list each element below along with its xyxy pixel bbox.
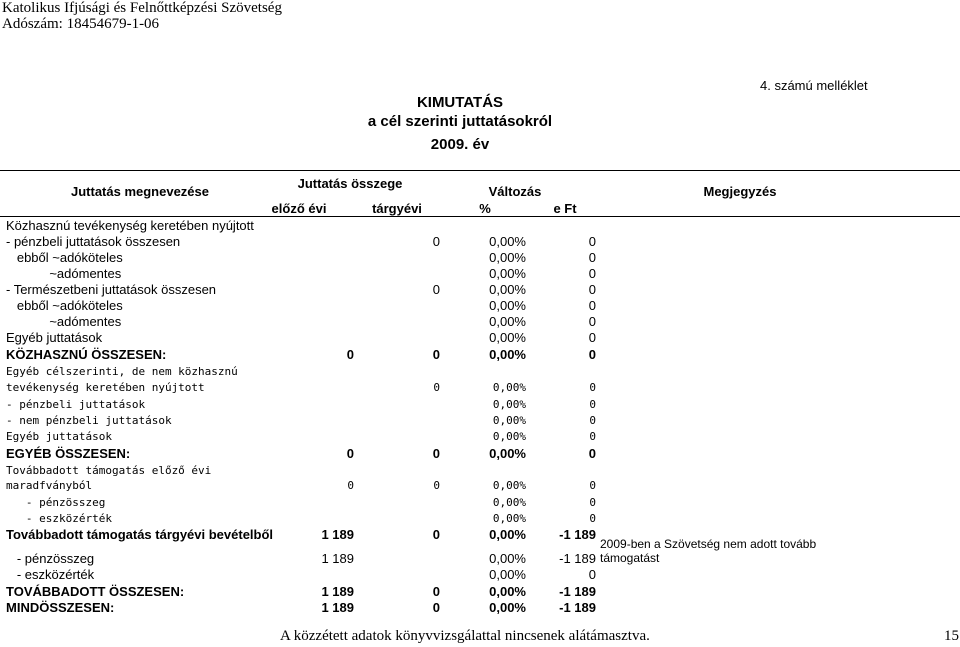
row-label: - pénzbeli juttatások [6,398,146,411]
col-header-pct: % [479,201,491,216]
eft-value: 0 [588,282,596,297]
col-header-eft: e Ft [553,201,577,216]
table-row [6,413,606,429]
row-label: Egyéb juttatások [6,330,103,345]
prev-value: 1 189 [321,527,354,542]
pct-value: 0,00% [492,414,526,427]
eft-value: 0 [588,234,596,249]
table-row [6,551,606,567]
pct-value: 0,00% [489,527,526,542]
table-row [6,397,606,413]
page-number: 15 [944,628,959,644]
table-top-border [0,170,960,171]
curr-value: 0 [432,446,440,461]
row-label: - eszközérték [6,512,112,525]
header-bottom-border [0,216,960,217]
row-label: maradfványból [6,479,93,492]
row-label: KÖZHASZNÚ ÖSSZESEN: [6,347,167,362]
eft-value: 0 [588,298,596,313]
col-header-curr: tárgyévi [372,201,422,216]
eft-value: 0 [589,430,596,443]
row-label: ebből ~adóköteles [6,298,123,313]
eft-value: 0 [588,314,596,329]
pct-value: 0,00% [489,551,526,566]
pct-value: 0,00% [489,282,526,297]
row-label: Továbbadott támogatás előző évi [6,464,212,477]
eft-value: 0 [588,446,596,461]
pct-value: 0,00% [492,479,526,492]
col-header-name: Juttatás megnevezése [70,184,209,199]
row-label: - Természetbeni juttatások összesen [6,282,217,297]
row-label: MINDÖSSZESEN: [6,600,115,615]
col-header-total: Juttatás összege [297,176,403,191]
pct-value: 0,00% [492,398,526,411]
prev-value: 0 [346,347,354,362]
col-header-note: Megjegyzés [703,184,777,199]
pct-value: 0,00% [492,381,526,394]
table-row [6,250,606,266]
eft-value: -1 189 [559,584,596,599]
row-label: tevékenység keretében nyújtott [6,381,205,394]
eft-value: 0 [588,347,596,362]
table-row [6,429,606,445]
row-label: Egyéb célszerinti, de nem közhasznú [6,365,238,378]
pct-value: 0,00% [492,496,526,509]
table-row [6,364,606,380]
curr-value: 0 [433,479,440,492]
row-label: - pénzösszeg [6,496,106,509]
pct-value: 0,00% [489,446,526,461]
table-row [6,298,606,314]
pct-value: 0,00% [489,600,526,615]
pct-value: 0,00% [489,250,526,265]
table-row [6,527,606,543]
eft-value: -1 189 [559,600,596,615]
table-row [6,218,606,234]
prev-value: 1 189 [321,584,354,599]
note-text: 2009-ben a Szövetség nem adott tovább támogatást [600,537,817,565]
row-label: - pénzösszeg [6,551,95,566]
row-label: TOVÁBBADOTT ÖSSZESEN: [6,584,185,599]
table-row [6,463,606,479]
pct-value: 0,00% [489,567,526,582]
tax-number: Adószám: 18454679-1-06 [2,16,160,32]
pct-value: 0,00% [489,234,526,249]
table-row [6,282,606,298]
eft-value: 0 [589,496,596,509]
table-row [6,478,606,494]
pct-value: 0,00% [492,430,526,443]
table-row [6,495,606,511]
curr-value: 0 [432,527,440,542]
table-row [6,567,606,583]
row-label: ~adómentes [6,266,122,281]
table-row [6,380,606,396]
curr-value: 0 [432,600,440,615]
eft-value: 0 [589,398,596,411]
pct-value: 0,00% [489,266,526,281]
curr-value: 0 [432,584,440,599]
prev-value: 0 [346,446,354,461]
pct-value: 0,00% [492,512,526,525]
curr-value: 0 [433,381,440,394]
curr-value: 0 [432,347,440,362]
annex-label: 4. számú melléklet [760,78,868,93]
report-subtitle: a cél szerinti juttatásokról [367,113,553,130]
eft-value: -1 189 [559,527,596,542]
report-title: KIMUTATÁS [416,94,504,111]
row-label: Közhasznú tevékenység keretében nyújtott [6,218,254,233]
row-label: ~adómentes [6,314,122,329]
table-row [6,330,606,346]
row-label: Továbbadott támogatás tárgyévi bevételből [6,527,274,542]
org-header [2,0,282,32]
table-row [6,266,606,282]
table-row [6,234,606,250]
pct-value: 0,00% [489,347,526,362]
table-row [6,584,606,600]
row-label: - eszközérték [6,567,95,582]
row-label: ebből ~adóköteles [6,250,123,265]
row-label: - pénzbeli juttatások összesen [6,234,181,249]
pct-value: 0,00% [489,584,526,599]
row-label: - nem pénzbeli juttatások [6,414,172,427]
row-label: Egyéb juttatások [6,430,112,443]
report-year: 2009. év [430,136,490,153]
eft-value: 0 [588,330,596,345]
prev-value: 1 189 [321,551,354,566]
table-row [6,347,606,363]
table-row [6,511,606,527]
col-header-prev: előző évi [271,201,327,216]
pct-value: 0,00% [489,314,526,329]
pct-value: 0,00% [489,298,526,313]
eft-value: 0 [589,381,596,394]
eft-value: 0 [589,512,596,525]
row-label: EGYÉB ÖSSZESEN: [6,446,131,461]
table-row [6,446,606,462]
org-name: Katolikus Ifjúsági és Felnőttképzési Szövetség [2,0,282,16]
curr-value: 0 [432,234,440,249]
prev-value: 1 189 [321,600,354,615]
footer-text: A közzétett adatok könyvvizsgálattal nincsenek alátámasztva. [280,628,650,644]
col-header-change: Változás [488,184,542,199]
eft-value: 0 [589,479,596,492]
pct-value: 0,00% [489,330,526,345]
eft-value: 0 [588,266,596,281]
eft-value: -1 189 [559,551,596,566]
eft-value: 0 [588,250,596,265]
eft-value: 0 [589,414,596,427]
curr-value: 0 [432,282,440,297]
prev-value: 0 [347,479,354,492]
table-row [6,314,606,330]
table-row [6,600,606,616]
eft-value: 0 [588,567,596,582]
